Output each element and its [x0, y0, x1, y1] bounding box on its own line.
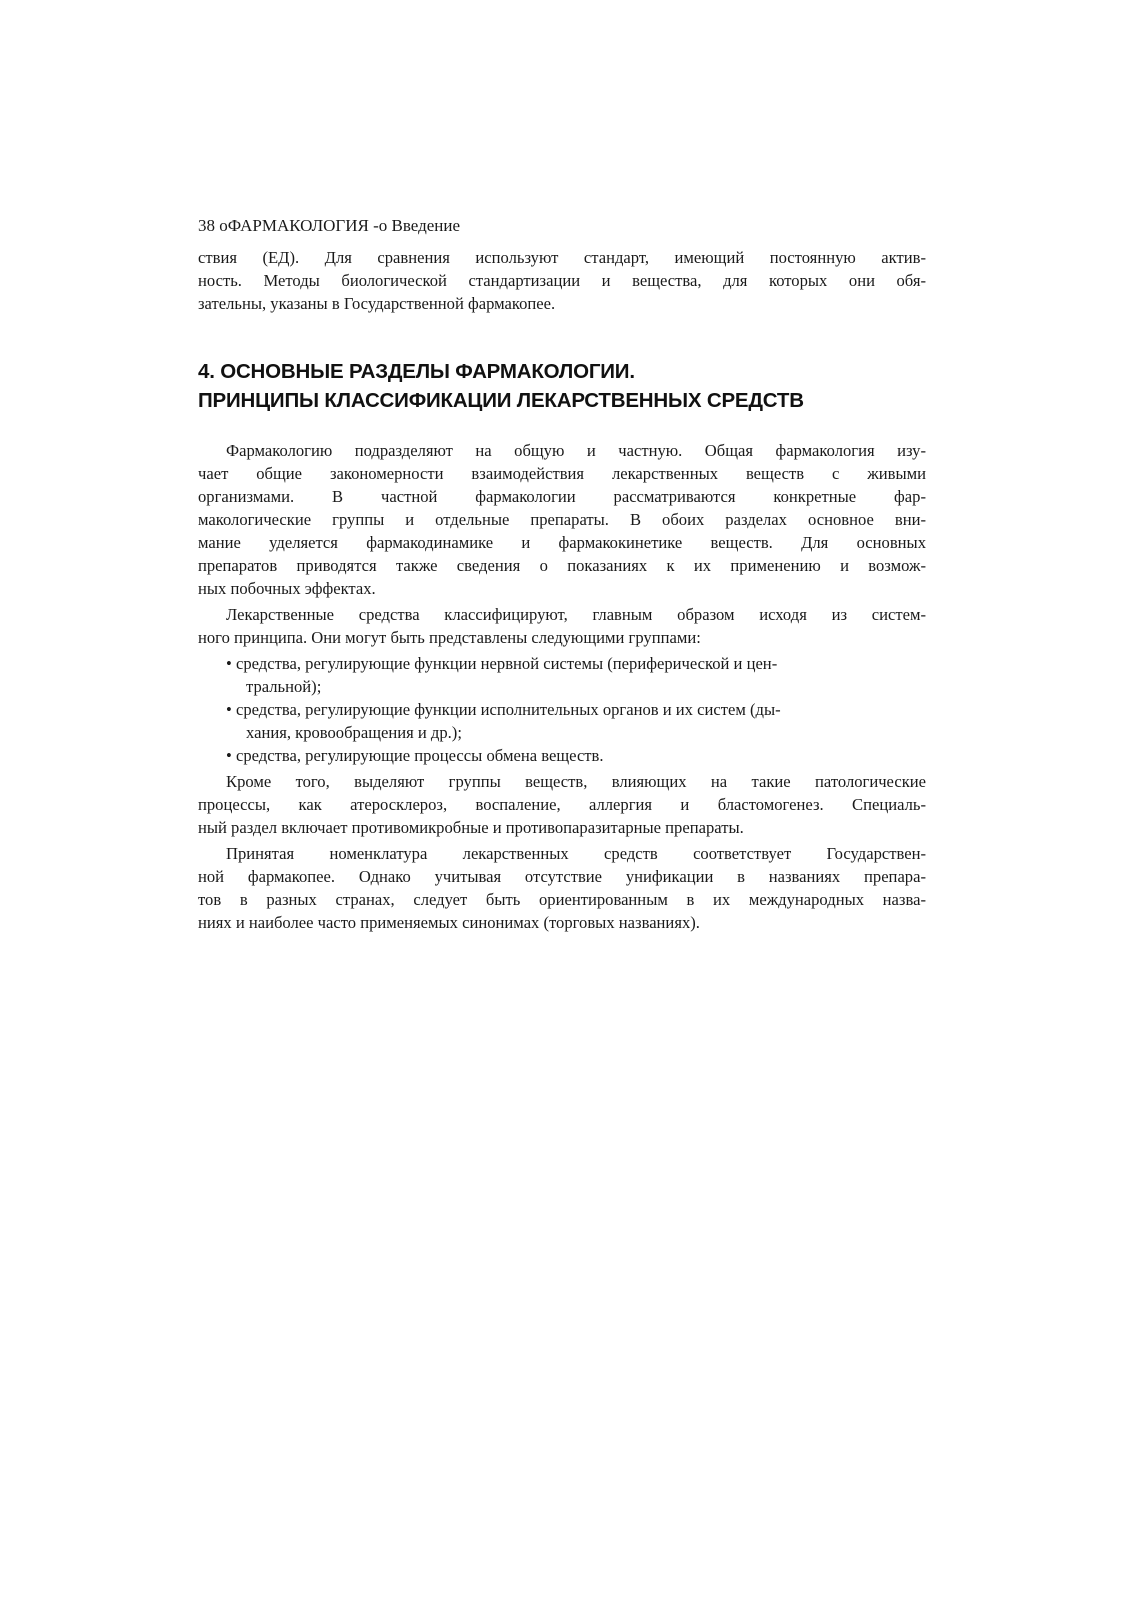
list-item [226, 744, 876, 767]
text-line: мание уделяется фармакодинамике и фармакокинетике веществ. Для основных [198, 533, 926, 552]
text-line: ность. Методы биологической стандартизации и вещества, для которых они обя- [198, 271, 926, 290]
text-line: ный раздел включает противомикробные и противопаразитарные препараты. [198, 818, 744, 837]
list-item-line: средства, регулирующие процессы обмена веществ. [236, 746, 604, 765]
text-line: Принятая номенклатура лекарственных средств соответствует Государствен- [226, 844, 926, 863]
text-line: препаратов приводятся также сведения о показаниях к их применению и возмож- [198, 556, 926, 575]
section-title-line: ПРИНЦИПЫ КЛАССИФИКАЦИИ ЛЕКАРСТВЕННЫХ СРЕДСТВ [198, 389, 804, 412]
list-item [226, 698, 876, 744]
list-item-line: тральной); [246, 677, 322, 696]
text-line: ного принципа. Они могут быть представлены следующими группами: [198, 628, 701, 647]
text-line: тов в разных странах, следует быть ориентированным в их международных назва- [198, 890, 926, 909]
text-line: Фармакологию подразделяют на общую и частную. Общая фармакология изу- [226, 441, 926, 460]
text-line: ных побочных эффектах. [198, 579, 376, 598]
bullet-mark: • [226, 700, 232, 719]
list-item [226, 652, 876, 698]
paragraph-pathology-groups [198, 770, 926, 839]
text-line: Лекарственные средства классифицируют, главным образом исходя из систем- [226, 605, 926, 624]
text-line: организмами. В частной фармакологии рассматриваются конкретные фар- [198, 487, 926, 506]
text-line: чает общие закономерности взаимодействия лекарственных веществ с живыми [198, 464, 926, 483]
text-line: ной фармакопее. Однако учитывая отсутствие унификации в названиях препара- [198, 867, 926, 886]
book-page [198, 214, 926, 934]
text-line: зательны, указаны в Государственной фармакопее. [198, 294, 556, 313]
section-title [198, 357, 926, 415]
intro-paragraph [198, 246, 926, 315]
paragraph-general-pharmacology [198, 439, 926, 600]
section-title-line: 4. ОСНОВНЫЕ РАЗДЕЛЫ ФАРМАКОЛОГИИ. [198, 360, 635, 383]
text-line: Кроме того, выделяют группы веществ, влияющих на такие патологические [226, 772, 926, 791]
text-line: ниях и наиболее часто применяемых синонимах (торговых названиях). [198, 913, 700, 932]
list-item-line: хания, кровообращения и др.); [246, 723, 462, 742]
text-line: макологические группы и отдельные препараты. В обоих разделах основное вни- [198, 510, 926, 529]
list-item-line: средства, регулирующие функции нервной системы (периферической и цен- [236, 654, 778, 673]
text-line: ствия (ЕД). Для сравнения используют стандарт, имеющий постоянную актив- [198, 248, 926, 267]
paragraph-nomenclature [198, 842, 926, 934]
bullet-list [198, 652, 926, 767]
text-line: процессы, как атеросклероз, воспаление, аллергия и бластомогенез. Специаль- [198, 795, 926, 814]
bullet-mark: • [226, 654, 232, 673]
paragraph-classification [198, 603, 926, 649]
bullet-mark: • [226, 746, 232, 765]
list-item-line: средства, регулирующие функции исполнительных органов и их систем (ды- [236, 700, 781, 719]
running-head: 38 оФАРМАКОЛОГИЯ -о Введение [198, 216, 461, 235]
